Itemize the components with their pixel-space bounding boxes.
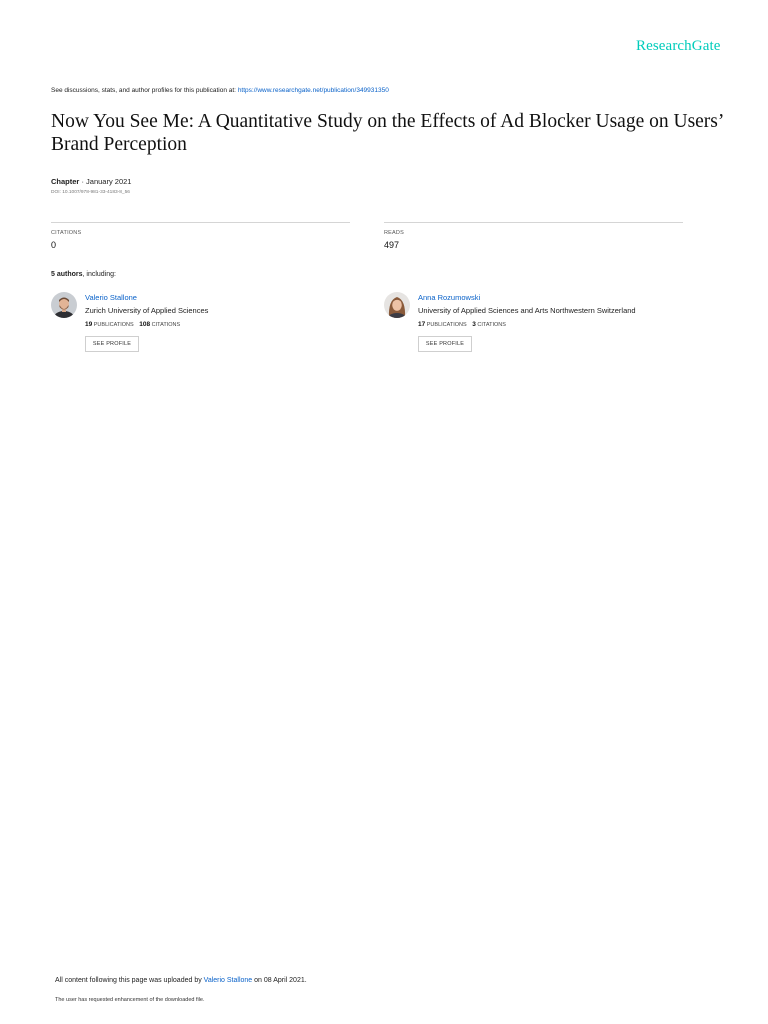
- avatar-anna-rozumowski[interactable]: [384, 292, 410, 318]
- uploaded-suffix: on 08 April 2021.: [254, 977, 307, 984]
- citations-label: CITATIONS: [51, 230, 82, 236]
- discussions-text: See discussions, stats, and author profiles for this publication at:: [51, 87, 236, 94]
- uploaded-note: [55, 977, 307, 984]
- author-2-citations-label: CITATIONS: [477, 322, 506, 328]
- avatar-valerio-stallone[interactable]: [51, 292, 77, 318]
- enhancement-note: The user has requested enhancement of the downloaded file.: [55, 997, 205, 1003]
- authors-heading: [51, 271, 116, 278]
- see-profile-button-2[interactable]: SEE PROFILE: [418, 336, 472, 352]
- publication-doi: DOI: 10.1007/978-981-33-4183-8_56: [51, 190, 130, 195]
- publication-type: Chapter: [51, 177, 80, 186]
- author-1-citations-label: CITATIONS: [151, 322, 181, 328]
- author-1-publications-label: PUBLICATIONS: [93, 322, 134, 328]
- see-profile-button-1[interactable]: SEE PROFILE: [85, 336, 139, 352]
- author-institution-1: Zurich University of Applied Sciences: [85, 306, 209, 315]
- author-1-publications-count: 19: [85, 321, 93, 328]
- uploader-link[interactable]: Valerio Stallone: [203, 977, 253, 984]
- female-avatar-icon: [384, 292, 410, 318]
- author-stats-2: [418, 321, 506, 328]
- author-1-citations-count: 108: [139, 321, 151, 328]
- researchgate-logo[interactable]: ResearchGate: [636, 38, 721, 54]
- reads-label: READS: [384, 230, 404, 236]
- divider-reads: [384, 222, 683, 223]
- authors-count: 5 authors: [51, 271, 83, 278]
- author-2-citations-count: 3: [472, 321, 476, 328]
- male-avatar-icon: [51, 292, 77, 318]
- discussions-line: [51, 87, 389, 94]
- publication-title: Now You See Me: A Quantitative Study on the Effects of Ad Blocker Usage on Users’ Brand Perception: [51, 111, 723, 155]
- author-name-1[interactable]: Valerio Stallone: [85, 293, 137, 302]
- citations-value: 0: [51, 240, 57, 250]
- uploaded-prefix: All content following this page was uploaded by: [55, 977, 202, 984]
- author-institution-2: University of Applied Sciences and Arts Northwestern Switzerland: [418, 306, 636, 315]
- author-2-publications-count: 17: [418, 321, 426, 328]
- reads-value: 497: [384, 240, 400, 250]
- publication-url-link[interactable]: https://www.researchgate.net/publication/349931350: [237, 87, 389, 94]
- divider-citations: [51, 222, 350, 223]
- publication-meta: [51, 177, 131, 186]
- author-2-publications-label: PUBLICATIONS: [426, 322, 467, 328]
- author-name-2[interactable]: Anna Rozumowski: [418, 293, 481, 302]
- author-stats-1: [85, 321, 180, 328]
- publication-date: January 2021: [86, 177, 132, 186]
- authors-suffix: , including:: [82, 271, 116, 278]
- meta-separator: ·: [81, 177, 84, 186]
